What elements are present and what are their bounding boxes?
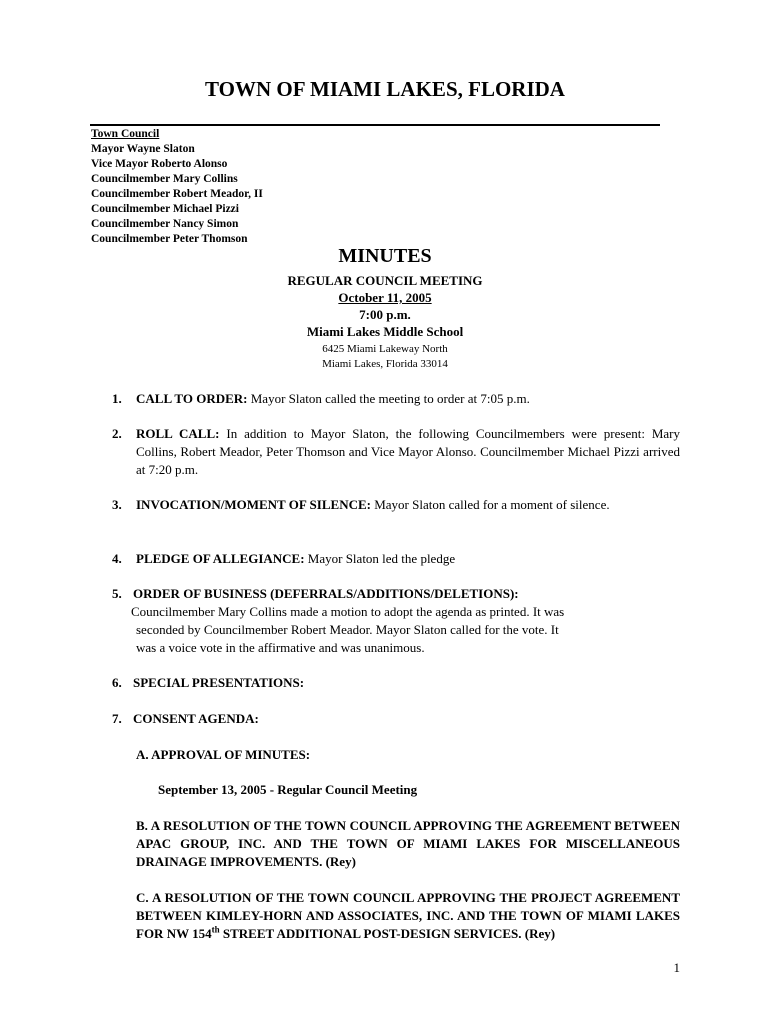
- council-member: Councilmember Robert Meador, II: [91, 188, 263, 200]
- address-line: 6425 Miami Lakeway North: [322, 343, 448, 355]
- item-text: In addition to Mayor Slaton, the following Councilmembers were present: Mary Collins, Robert Meador, Peter Thomson and Vice Mayor Alonso. Councilmember Michael Pizzi arrived at 7:20 p.m.: [136, 426, 681, 477]
- council-member: Mayor Wayne Slaton: [91, 143, 195, 155]
- item-text: Mayor Slaton called for a moment of silence.: [374, 497, 610, 512]
- item-number: 5.: [112, 586, 122, 601]
- page-number: 1: [673, 960, 680, 975]
- item-label: CONSENT AGENDA:: [133, 711, 259, 726]
- item-text: Mayor Slaton called the meeting to order at 7:05 p.m.: [250, 391, 530, 406]
- consent-item-b: B. A RESOLUTION OF THE TOWN COUNCIL APPROVING THE AGREEMENT BETWEEN APAC GROUP, INC. AND THE TOWN OF MIAMI LAKES FOR MISCELLANEOUS DRAINAGE IMPROVEMENTS. (Rey): [136, 818, 680, 869]
- council-roster: [91, 127, 263, 247]
- item-label: SPECIAL PRESENTATIONS:: [133, 675, 305, 690]
- council-member: Councilmember Michael Pizzi: [91, 203, 239, 215]
- council-member: Councilmember Peter Thomson: [91, 233, 248, 245]
- consent-item-a-detail: September 13, 2005 - Regular Council Meeting: [158, 782, 418, 797]
- address-line: Miami Lakes, Florida 33014: [322, 358, 448, 370]
- item-number: 1.: [112, 391, 122, 406]
- council-heading: Town Council: [91, 128, 160, 140]
- council-member: Councilmember Mary Collins: [91, 173, 238, 185]
- council-member: Vice Mayor Roberto Alonso: [91, 158, 228, 170]
- council-member: Councilmember Nancy Simon: [91, 218, 239, 230]
- item-number: 7.: [112, 711, 122, 726]
- consent-item-c-text: STREET ADDITIONAL POST-DESIGN SERVICES. (Rey): [219, 926, 556, 941]
- minutes-heading: MINUTES: [338, 245, 432, 267]
- consent-item-c: [136, 889, 680, 943]
- meeting-address: [0, 342, 770, 372]
- consent-item-a-label: A. APPROVAL OF MINUTES:: [136, 747, 311, 762]
- meeting-time: 7:00 p.m.: [359, 307, 411, 322]
- item-text-line: Councilmember Mary Collins made a motion to adopt the agenda as printed. It was: [131, 604, 565, 619]
- title-rule: [90, 124, 660, 126]
- item-text-line: was a voice vote in the affirmative and was unanimous.: [136, 640, 425, 655]
- item-number: 3.: [112, 497, 122, 512]
- item-number: 4.: [112, 551, 122, 566]
- meeting-info: [0, 272, 770, 340]
- consent-item-c-text: C. A RESOLUTION OF THE TOWN COUNCIL APPROVING THE PROJECT AGREEMENT BETWEEN KIMLEY-HORN AND ASSOCIATES, INC. AND THE TOWN OF MIAMI LAKES FOR NW 154: [136, 890, 680, 941]
- item-label: ORDER OF BUSINESS (DEFERRALS/ADDITIONS/DELETIONS):: [133, 586, 519, 601]
- item-text: Mayor Slaton led the pledge: [307, 551, 456, 566]
- item-label: INVOCATION/MOMENT OF SILENCE:: [136, 497, 371, 512]
- item-number: 6.: [112, 675, 122, 690]
- meeting-date: October 11, 2005: [338, 290, 432, 305]
- item-label: CALL TO ORDER:: [136, 391, 248, 406]
- consent-item-c-superscript: th: [211, 924, 220, 935]
- item-text-line: seconded by Councilmember Robert Meador. Mayor Slaton called for the vote. It: [136, 622, 559, 637]
- item-label: ROLL CALL:: [136, 426, 220, 441]
- item-label: PLEDGE OF ALLEGIANCE:: [136, 551, 305, 566]
- item-number: 2.: [112, 426, 122, 441]
- meeting-type: REGULAR COUNCIL MEETING: [287, 273, 483, 288]
- document-title: TOWN OF MIAMI LAKES, FLORIDA: [205, 77, 565, 101]
- meeting-venue: Miami Lakes Middle School: [306, 324, 464, 339]
